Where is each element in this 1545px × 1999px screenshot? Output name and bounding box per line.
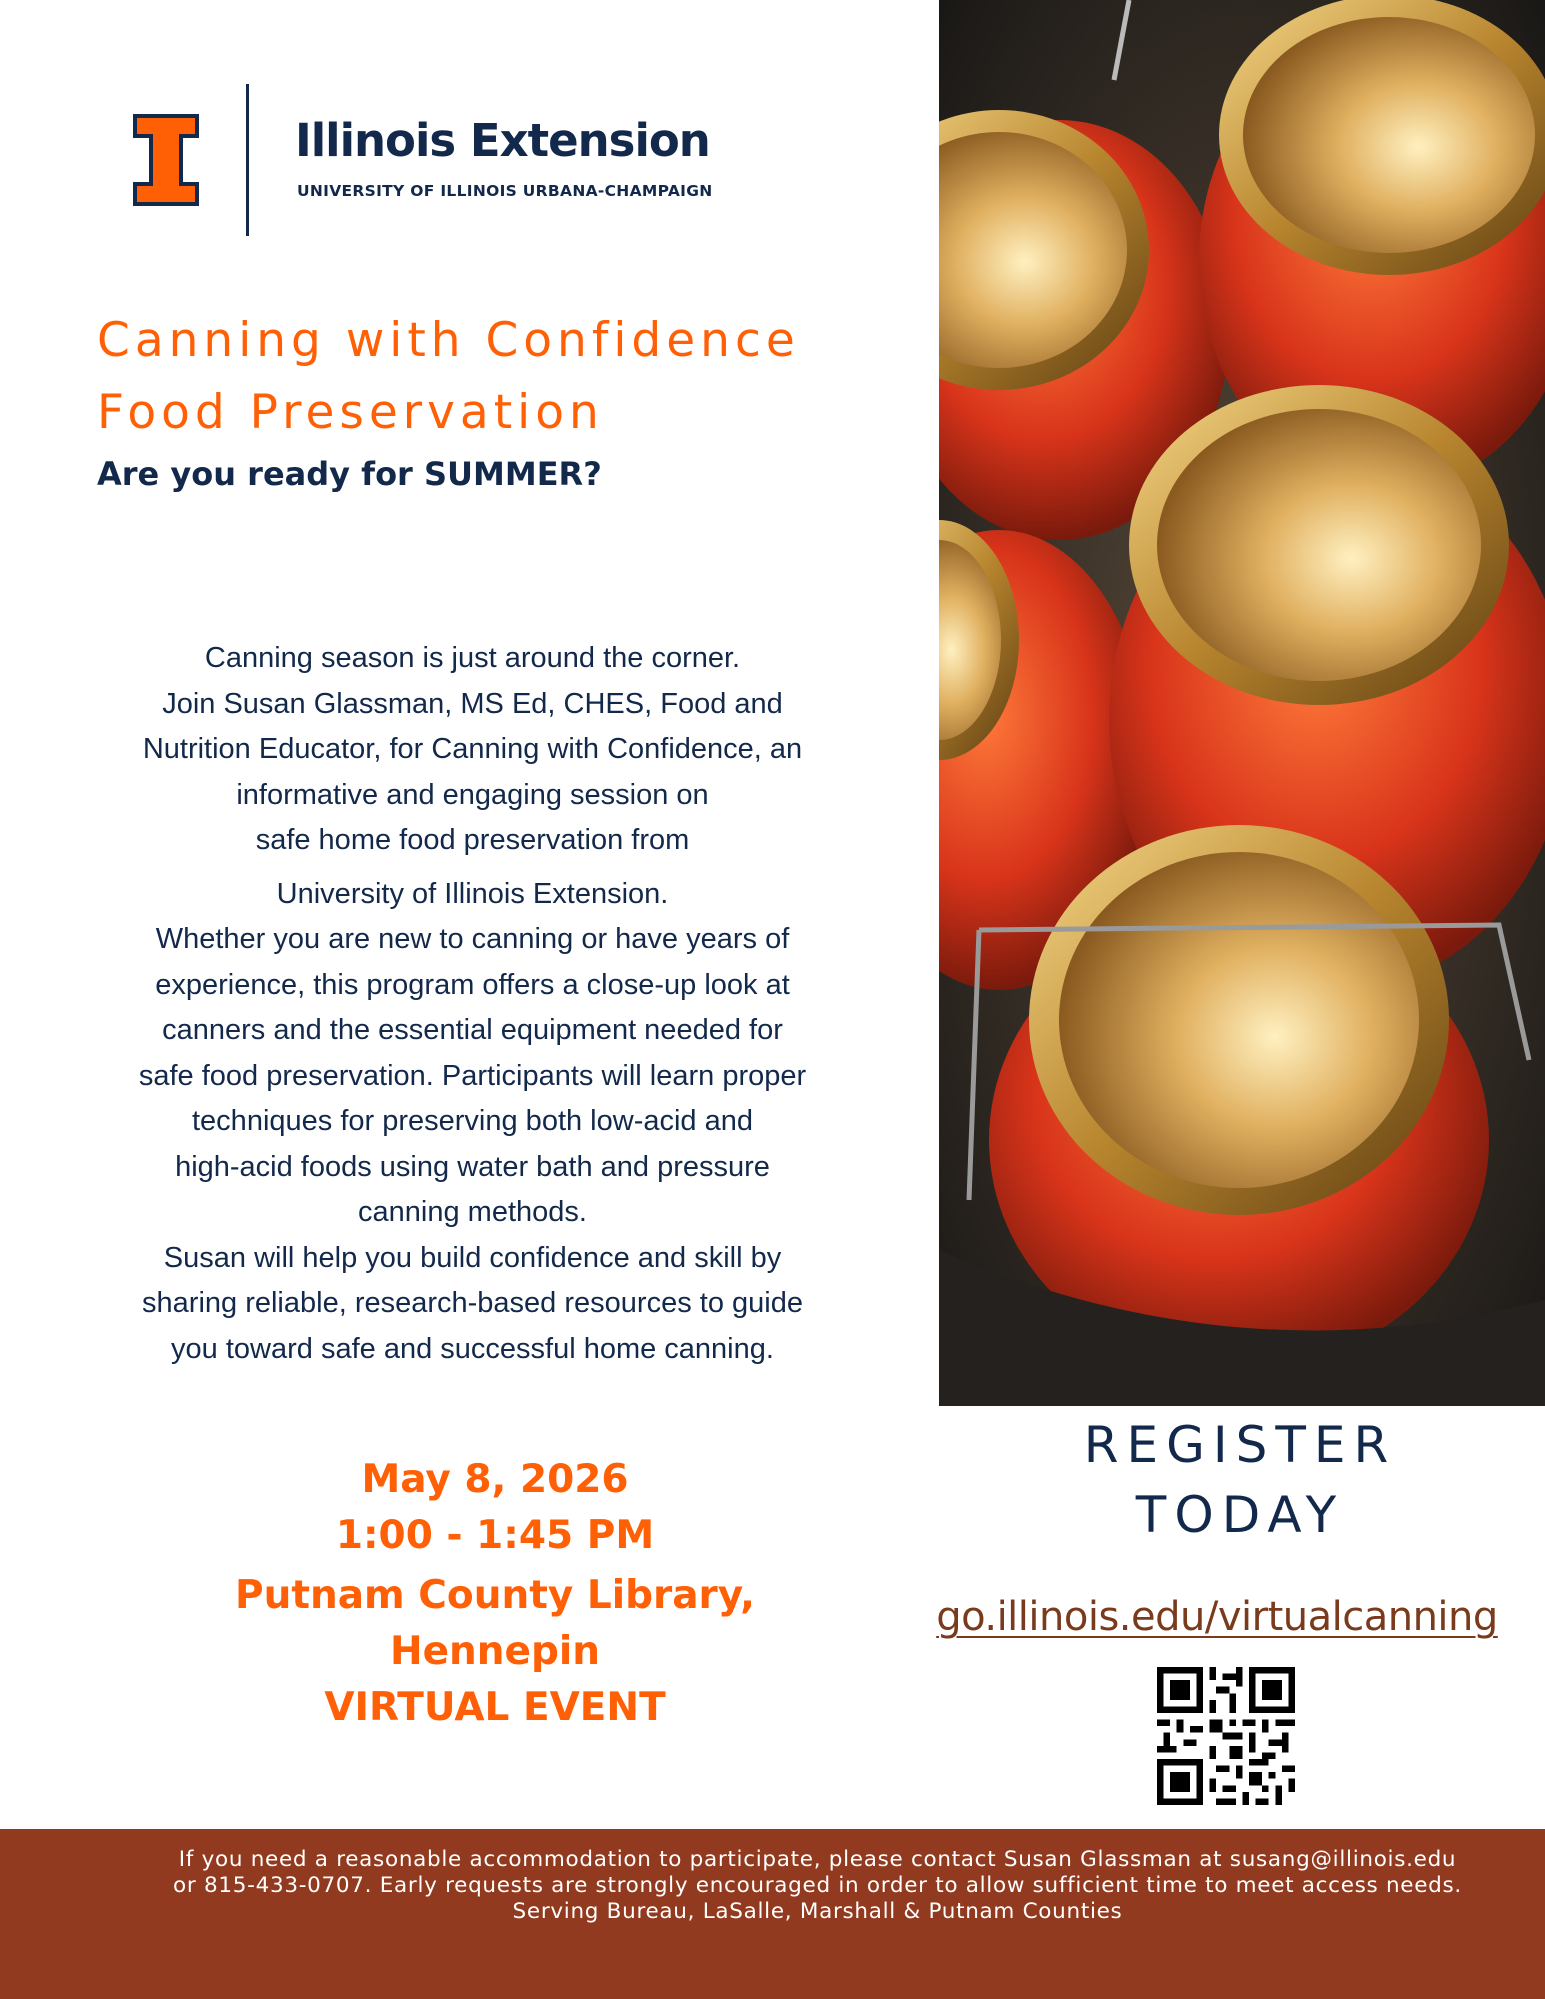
description-line: Nutrition Educator, for Canning with Confidence, an (142, 733, 803, 765)
footer-text (90, 1847, 1545, 1925)
registration-link[interactable]: go.illinois.edu/virtualcanning (936, 1594, 1498, 1640)
canning-jars-photo (939, 0, 1545, 1406)
description-line: Join Susan Glassman, MS Ed, CHES, Food and (162, 687, 783, 720)
register-line-1: REGISTER (1083, 1416, 1397, 1474)
event-time: 1:00 - 1:45 PM (335, 1513, 655, 1558)
description-line: Susan will help you build confidence and skill by (163, 1241, 782, 1274)
description-line: Whether you are new to canning or have years of (155, 923, 790, 955)
description-line: canning methods. (358, 1196, 587, 1228)
canning-jars-illustration (939, 0, 1545, 1406)
accommodation-notice: If you need a reasonable accommodation to participate, please contact Susan Glassman at susang@illinois.edu (178, 1847, 1457, 1872)
description-line: informative and engaging session on (236, 778, 709, 811)
description-line: University of Illinois Extension. (276, 877, 669, 910)
event-location-city: Hennepin (389, 1629, 601, 1674)
event-title-line-1: Canning with Confidence (97, 313, 800, 368)
event-details (150, 1452, 840, 1736)
qr-code-icon[interactable] (1157, 1667, 1295, 1805)
description-line: canners and the essential equipment needed for (162, 1014, 783, 1046)
description-line: safe home food preservation from (255, 824, 690, 856)
register-line-2: TODAY (1135, 1486, 1345, 1544)
description-line: safe food preservation. Participants will learn proper (138, 1059, 807, 1092)
event-subtitle: Are you ready for SUMMER? (97, 455, 602, 493)
event-date: May 8, 2026 (361, 1457, 629, 1502)
event-title-line-2: Food Preservation (97, 385, 604, 440)
description-line: experience, this program offers a close-up look at (155, 968, 790, 1001)
org-subtitle: UNIVERSITY OF ILLINOIS URBANA-CHAMPAIGN (297, 182, 713, 200)
register-heading (960, 1410, 1520, 1550)
service-area: Serving Bureau, LaSalle, Marshall & Putnam Counties (512, 1899, 1123, 1924)
description-line: techniques for preserving both low-acid and (192, 1105, 753, 1137)
description-line: high-acid foods using water bath and pressure (175, 1150, 770, 1183)
event-location: Putnam County Library, (234, 1573, 755, 1618)
org-name: Illinois Extension (295, 114, 710, 167)
event-description (70, 636, 875, 1372)
block-i-logo-icon (131, 112, 201, 208)
event-type: VIRTUAL EVENT (324, 1685, 666, 1730)
logo-divider (246, 84, 249, 236)
description-line: you toward safe and successful home canning. (171, 1332, 774, 1365)
description-line: sharing reliable, research-based resources to guide (142, 1287, 803, 1319)
accommodation-notice-2: or 815-433-0707. Early requests are strongly encouraged in order to allow sufficient time to meet access needs. (173, 1873, 1462, 1898)
description-line: Canning season is just around the corner. (204, 642, 741, 674)
